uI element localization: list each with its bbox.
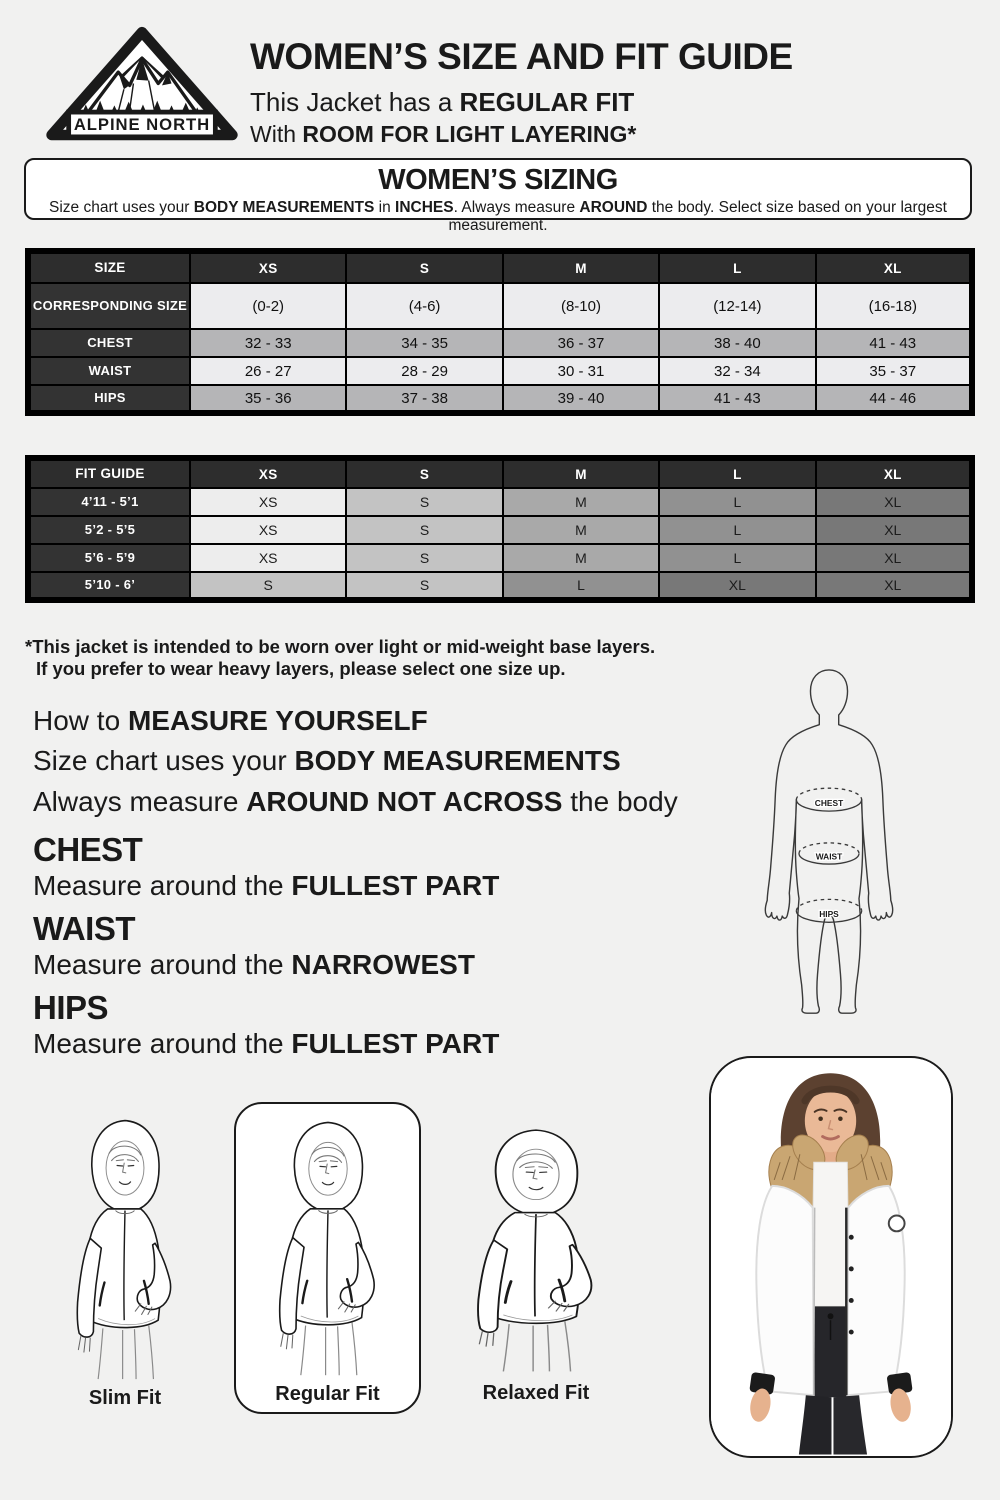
howto-text: the body (562, 785, 678, 817)
howto-text: Always measure (33, 785, 247, 817)
table-cell: 35 - 37 (816, 357, 972, 385)
table-cell: XS (190, 516, 346, 544)
fit-subtitle-prefix: This Jacket has a (250, 87, 460, 117)
column-header: M (503, 458, 659, 488)
table-row (28, 385, 972, 413)
table-cell: 41 - 43 (659, 385, 815, 413)
slim-fit-label: Slim Fit (88, 1387, 162, 1409)
table-cell: 32 - 33 (190, 329, 346, 357)
table-cell: (8-10) (503, 283, 659, 329)
desc-bold: BODY MEASUREMENTS (193, 199, 375, 216)
fit-subtitle-bold: REGULAR FIT (459, 87, 635, 117)
layering-subtitle-bold: ROOM FOR LIGHT LAYERING* (302, 121, 637, 147)
howto-bold: AROUND NOT ACROSS (246, 785, 563, 817)
howto-line (33, 741, 678, 781)
column-header: S (346, 458, 502, 488)
footnote-line: *This jacket is intended to be worn over light or mid-weight base layers. (25, 636, 656, 657)
chest-measure-section (33, 831, 499, 902)
howto-text: How to (33, 705, 128, 736)
fit-subtitle (250, 87, 793, 118)
column-header: XS (190, 251, 346, 283)
table-cell: L (659, 516, 815, 544)
howto-line (33, 782, 678, 822)
column-header: XL (816, 251, 972, 283)
table-cell: 34 - 35 (346, 329, 502, 357)
howto-bold: BODY MEASUREMENTS (294, 745, 621, 777)
table-cell: S (346, 516, 502, 544)
alpine-north-logo-icon (42, 24, 242, 144)
table-cell: S (346, 572, 502, 600)
row-label: WAIST (28, 357, 190, 385)
sizing-banner-title: WOMEN’S SIZING (378, 164, 618, 196)
table-row (28, 572, 972, 600)
howto-bold: MEASURE YOURSELF (127, 705, 428, 736)
row-label: 5’6 - 5’9 (28, 544, 190, 572)
table-cell: XL (816, 516, 972, 544)
column-header: XL (816, 458, 972, 488)
section-bold: NARROWEST (291, 949, 475, 980)
diagram-hips-label: HIPS (819, 909, 839, 919)
desc-bold: INCHES (395, 199, 454, 216)
section-text: Measure around the (33, 870, 292, 901)
relaxed-fit-illustration (440, 1124, 632, 1376)
table-cell: 30 - 31 (503, 357, 659, 385)
row-label: 5’10 - 6’ (28, 572, 190, 600)
table-cell: L (659, 488, 815, 516)
logo-text: ALPINE NORTH (73, 115, 211, 135)
section-description (33, 949, 475, 981)
table-cell: XL (816, 544, 972, 572)
slim-fit-illustration (46, 1114, 204, 1384)
table-cell: 37 - 38 (346, 385, 502, 413)
section-title: CHEST (33, 831, 143, 868)
waist-measure-section (33, 910, 475, 981)
table-cell: M (503, 516, 659, 544)
table-cell: (16-18) (816, 283, 972, 329)
model-photo-illustration (711, 1058, 951, 1456)
layering-footnote (25, 636, 655, 680)
table-cell: M (503, 488, 659, 516)
relaxed-fit-label: Relaxed Fit (482, 1382, 590, 1404)
howto-line (33, 701, 678, 741)
table-cell: M (503, 544, 659, 572)
column-header: L (659, 458, 815, 488)
desc-text: in (374, 199, 396, 216)
row-label: 4’11 - 5’1 (28, 488, 190, 516)
desc-text: Size chart uses your (49, 199, 194, 216)
table-cell: 35 - 36 (190, 385, 346, 413)
size-table-header-row (28, 251, 972, 283)
section-description (33, 1028, 499, 1060)
table-cell: XS (190, 544, 346, 572)
page-title: WOMEN’S SIZE AND FIT GUIDE (250, 36, 793, 77)
section-bold: FULLEST PART (291, 1028, 500, 1059)
column-header: FIT GUIDE (28, 458, 190, 488)
table-row (28, 488, 972, 516)
desc-text: the body. Select size based on your largest measurement. (448, 199, 947, 234)
column-header: SIZE (28, 251, 190, 283)
header-titles (250, 36, 793, 148)
diagram-waist-label: WAIST (815, 851, 843, 862)
table-cell: XS (190, 488, 346, 516)
table-row (28, 329, 972, 357)
fit-table-header-row (28, 458, 972, 488)
table-cell: XL (659, 572, 815, 600)
table-cell: S (190, 572, 346, 600)
row-label: HIPS (28, 385, 190, 413)
hips-measure-section (33, 989, 499, 1060)
section-bold: FULLEST PART (291, 870, 500, 901)
fit-guide-table (25, 455, 975, 603)
table-row (28, 283, 972, 329)
table-row (28, 516, 972, 544)
footnote-line: If you prefer to wear heavy layers, please select one size up. (36, 658, 566, 680)
table-cell: 36 - 37 (503, 329, 659, 357)
table-cell: 44 - 46 (816, 385, 972, 413)
body-measurement-diagram (754, 641, 904, 1043)
column-header: L (659, 251, 815, 283)
table-cell: (4-6) (346, 283, 502, 329)
section-title: HIPS (33, 989, 109, 1026)
regular-fit-highlight-box (234, 1102, 421, 1414)
table-cell: 32 - 34 (659, 357, 815, 385)
table-cell: (12-14) (659, 283, 815, 329)
desc-text: . Always measure (453, 199, 580, 216)
regular-fit-illustration (248, 1116, 408, 1380)
table-row (28, 544, 972, 572)
section-title: WAIST (33, 910, 135, 947)
desc-bold: AROUND (579, 199, 648, 216)
column-header: M (503, 251, 659, 283)
table-row (28, 357, 972, 385)
layering-subtitle-prefix: With (250, 121, 303, 147)
howto-text: Size chart uses your (33, 745, 295, 777)
table-cell: 39 - 40 (503, 385, 659, 413)
table-cell: XL (816, 572, 972, 600)
section-text: Measure around the (33, 1028, 292, 1059)
model-photo (709, 1056, 953, 1458)
diagram-chest-label: CHEST (814, 797, 844, 808)
layering-subtitle (250, 121, 793, 148)
section-text: Measure around the (33, 949, 292, 980)
regular-fit-label: Regular Fit (275, 1383, 380, 1405)
size-chart-table (25, 248, 975, 416)
row-label: CHEST (28, 329, 190, 357)
table-cell: L (659, 544, 815, 572)
table-cell: 41 - 43 (816, 329, 972, 357)
column-header: S (346, 251, 502, 283)
column-header: XS (190, 458, 346, 488)
section-description (33, 870, 499, 902)
table-cell: 26 - 27 (190, 357, 346, 385)
table-cell: 28 - 29 (346, 357, 502, 385)
row-label: CORRESPONDING SIZE (28, 283, 190, 329)
table-cell: S (346, 544, 502, 572)
table-cell: (0-2) (190, 283, 346, 329)
womens-sizing-banner (24, 158, 972, 234)
table-cell: S (346, 488, 502, 516)
row-label: 5’2 - 5’5 (28, 516, 190, 544)
table-cell: L (503, 572, 659, 600)
table-cell: 38 - 40 (659, 329, 815, 357)
table-cell: XL (816, 488, 972, 516)
sizing-banner-description (26, 199, 970, 235)
how-to-measure-text (33, 701, 678, 822)
